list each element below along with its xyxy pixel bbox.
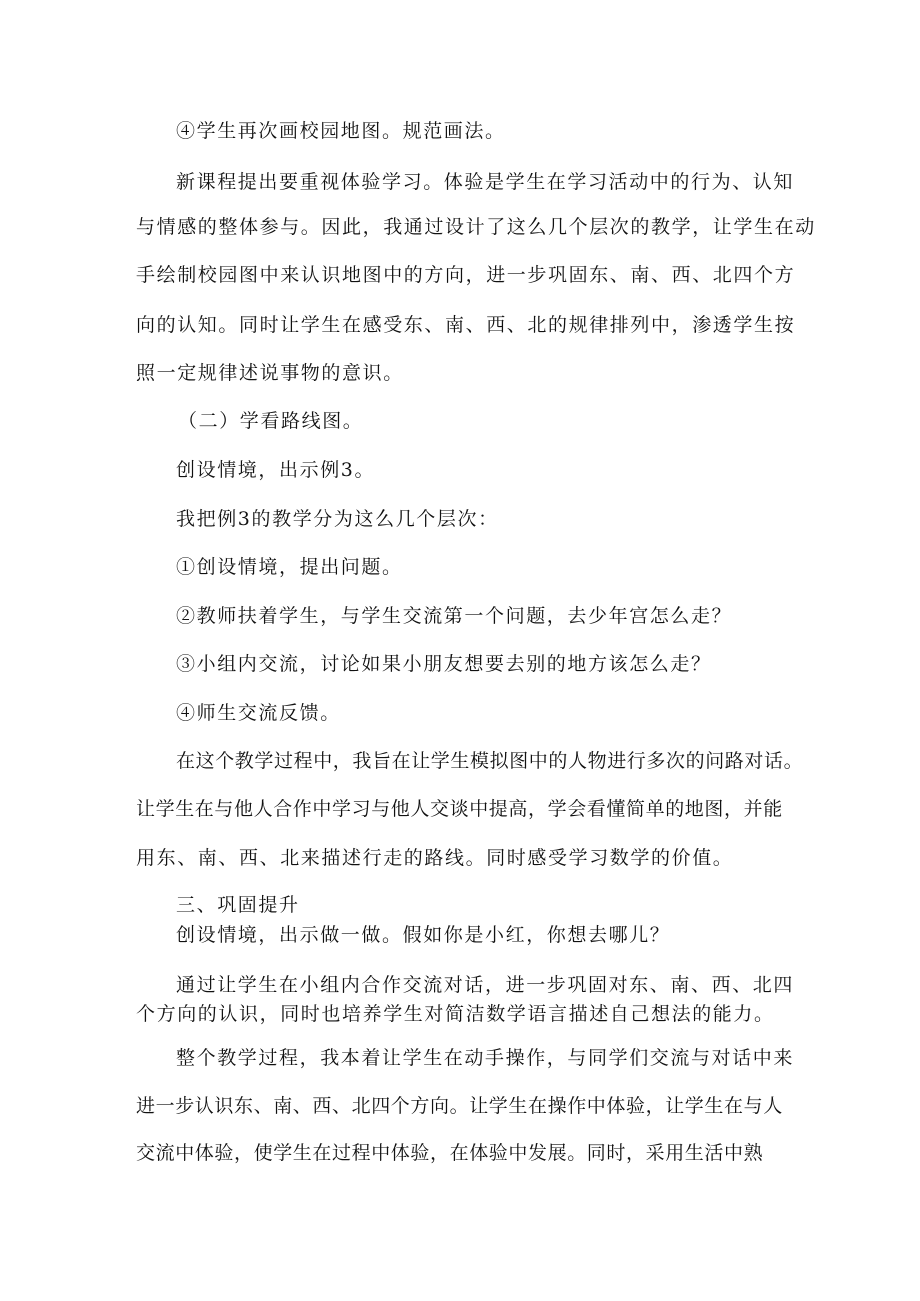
text-line: 整个教学过程，我本着让学生在动手操作，与同学们交流与对话中来: [176, 1047, 795, 1069]
text-line: ④学生再次画校园地图。规范画法。: [176, 120, 506, 142]
text-line: 与情感的整体参与。因此，我通过设计了这么几个层次的教学，让学生在动: [136, 216, 816, 238]
text-line: 创设情境，出示做一做。假如你是小红，你想去哪儿？: [176, 924, 671, 946]
text-line: 创设情境，出示例3。: [176, 459, 376, 481]
section-heading: 三、巩固提升: [176, 894, 300, 916]
text-line: 手绘制校园图中来认识地图中的方向，进一步巩固东、南、西、北四个方: [136, 264, 796, 286]
text-line: 新课程提出要重视体验学习。体验是学生在学习活动中的行为、认知: [176, 171, 795, 193]
text-line: 用东、南、西、北来描述行走的路线。同时感受学习数学的价值。: [136, 847, 734, 869]
section-heading: （二）学看路线图。: [178, 410, 364, 432]
list-item: ②教师扶着学生，与学生交流第一个问题，去少年宫怎么走？: [176, 605, 733, 627]
text-line: 进一步认识东、南、西、北四个方向。让学生在操作中体验，让学生在与人: [136, 1095, 783, 1117]
text-line: 个方向的认识，同时也培养学生对简洁数学语言描述自己想法的能力。: [136, 1003, 775, 1025]
text-line: 照一定规律述说事物的意识。: [136, 362, 404, 384]
text-line: 让学生在与他人合作中学习与他人交谈中提高，学会看懂简单的地图，并能: [136, 798, 783, 820]
text-line: 交流中体验，使学生在过程中体验，在体验中发展。同时，采用生活中熟: [136, 1142, 764, 1164]
text-line: 通过让学生在小组内合作交流对话，进一步巩固对东、南、西、北四: [176, 974, 795, 996]
list-item: ③小组内交流，讨论如果小朋友想要去别的地方该怎么走？: [176, 653, 712, 675]
list-item: ①创设情境，提出问题。: [176, 556, 403, 578]
text-line: 在这个教学过程中，我旨在让学生模拟图中的人物进行多次的问路对话。: [176, 750, 804, 772]
text-line: 我把例3的教学分为这么几个层次：: [176, 508, 499, 530]
text-line: 向的认知。同时让学生在感受东、南、西、北的规律排列中，渗透学生按: [136, 314, 796, 336]
list-item: ④师生交流反馈。: [176, 702, 341, 724]
